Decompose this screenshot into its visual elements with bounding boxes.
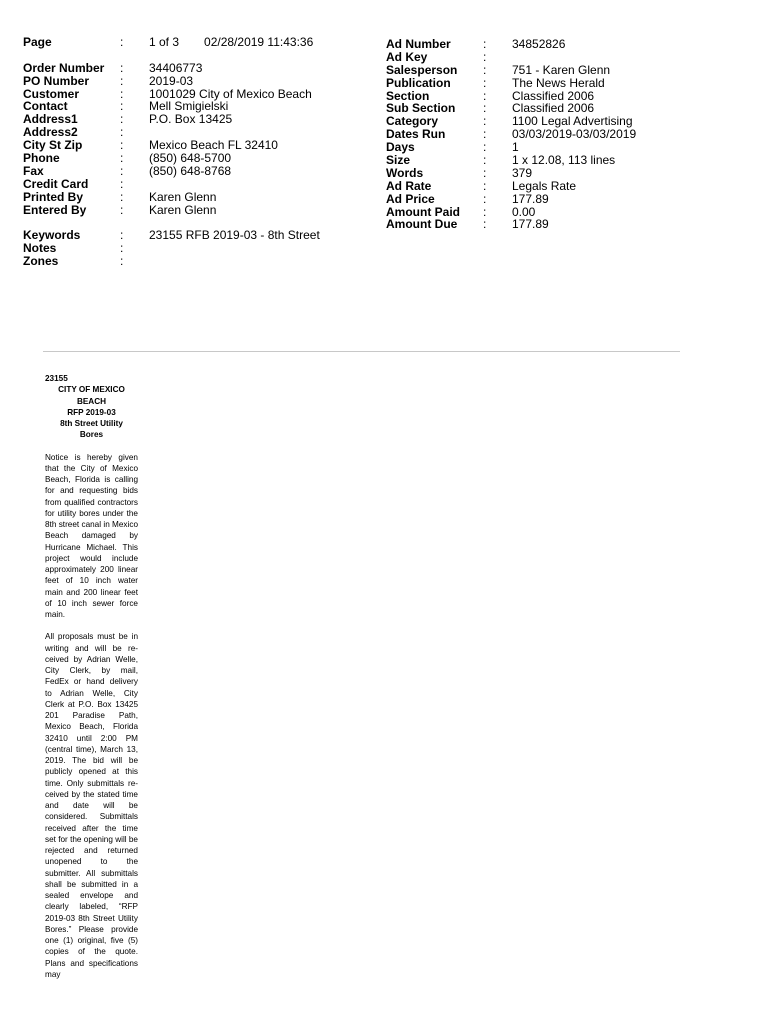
ad-key-label: Ad Key: [386, 49, 428, 64]
order-number-value: 34406773: [149, 60, 203, 75]
ad-rate-value: Legals Rate: [512, 178, 577, 193]
colon: :: [483, 140, 487, 155]
keywords-value: 23155 RFB 2019-03 - 8th Street: [149, 228, 320, 243]
ad-heading: [45, 373, 138, 441]
order-number-row: [23, 62, 320, 75]
colon: :: [483, 88, 487, 103]
ad-number-row: [386, 38, 636, 51]
ad-number-value: 34852826: [512, 37, 566, 51]
zones-row: [23, 255, 320, 268]
sub-section-label: Sub Section: [386, 101, 456, 116]
colon: :: [120, 86, 124, 101]
amount-due-row: [386, 218, 636, 231]
entered-by-value: Karen Glenn: [149, 202, 217, 217]
colon: :: [483, 75, 487, 90]
category-value: 1100 Legal Advertising: [512, 114, 633, 129]
customer-value: 1001029 City of Mexico Beach: [149, 86, 312, 101]
colon: :: [483, 49, 487, 64]
ad-title-line: 8th Street Utility: [60, 419, 123, 428]
keywords-label: Keywords: [23, 228, 81, 243]
amount-paid-value: 0.00: [512, 204, 536, 219]
printed-by-row: [23, 191, 320, 204]
address1-label: Address1: [23, 112, 78, 127]
ad-paragraph-proposals: All proposals must be in writing and will be received by Adrian Welle, City Clerk, by mail, FedEx or hand delivery to Adrian Welle, City Clerk at P.O. Box 13425 201 Paradise Path, Mexico Beach, Florida 32410 until 2:00 PM (central time), March 13, 2019. The bid will be publicly opened at this time. Only submittals received by the stated time and date will be considered. Submittals received after the time set for the opening will be rejected and returned unopened to the submitter. All submittals shall be submitted in a sealed envelope and clearly labeled, “RFP 2019-03 8th Street Utility Bores.” Please provide one (1) original, five (5) copies of the quote. Plans and specifications may: [45, 632, 138, 979]
colon: :: [483, 191, 487, 206]
publication-row: [386, 77, 636, 90]
colon: :: [483, 114, 487, 129]
ad-title-line: BEACH: [76, 396, 107, 406]
colon: :: [483, 165, 487, 180]
days-value: 1: [512, 140, 519, 155]
city-st-zip-label: City St Zip: [23, 138, 83, 153]
printed-by-value: Karen Glenn: [149, 189, 217, 204]
page-count: 1 of 3: [149, 35, 180, 49]
size-value: 1 x 12.08, 113 lines: [512, 153, 616, 168]
colon: :: [120, 73, 124, 88]
colon: :: [120, 163, 124, 178]
words-value: 379: [512, 165, 533, 180]
section-value: Classified 2006: [512, 88, 595, 103]
city-st-zip-value: Mexico Beach FL 32410: [149, 138, 278, 153]
fax-value: (850) 648-8768: [149, 163, 232, 178]
colon: :: [120, 99, 124, 114]
notes-row: [23, 242, 320, 255]
amount-due-label: Amount Due: [386, 217, 458, 232]
colon: :: [120, 60, 124, 75]
colon: :: [120, 202, 124, 217]
section-label: Section: [386, 88, 430, 103]
po-number-value: 2019-03: [149, 73, 194, 88]
ad-details-right: [386, 38, 636, 231]
dates-run-label: Dates Run: [386, 127, 446, 142]
credit-card-label: Credit Card: [23, 176, 89, 191]
address1-value: P.O. Box 13425: [149, 112, 233, 127]
phone-label: Phone: [23, 151, 60, 166]
colon: :: [120, 125, 124, 140]
entered-by-label: Entered By: [23, 202, 87, 217]
phone-row: [23, 152, 320, 165]
colon: :: [483, 178, 487, 193]
colon: :: [483, 62, 487, 77]
colon: :: [483, 204, 487, 219]
salesperson-label: Salesperson: [386, 62, 458, 77]
po-number-row: [23, 75, 320, 88]
po-number-label: PO Number: [23, 73, 90, 88]
colon: :: [483, 153, 487, 168]
ad-title-line: CITY OF MEXICO: [58, 385, 125, 395]
entered-by-row: [23, 204, 320, 217]
size-label: Size: [386, 153, 411, 168]
address2-label: Address2: [23, 125, 78, 140]
contact-value: Mell Smigielski: [149, 99, 229, 114]
ad-title-line: RFP 2019-03: [67, 407, 116, 417]
order-details-left: [23, 36, 320, 268]
salesperson-row: [386, 64, 636, 77]
ad-key-row: [386, 51, 636, 64]
ad-price-label: Ad Price: [386, 191, 435, 206]
zones-label: Zones: [23, 254, 59, 269]
ad-price-row: [386, 193, 636, 206]
colon: :: [120, 112, 124, 127]
dates-run-value: 03/03/2019-03/03/2019: [512, 127, 637, 142]
colon: :: [120, 35, 124, 49]
page-label: Page: [23, 35, 52, 49]
colon: :: [483, 127, 487, 142]
colon: :: [483, 101, 487, 116]
ad-number-label: Ad Number: [386, 37, 451, 51]
page-value: [149, 36, 313, 49]
amount-due-value: 177.89: [512, 217, 549, 232]
publication-value: The News Herald: [512, 75, 605, 90]
colon: :: [120, 241, 124, 256]
words-label: Words: [386, 165, 424, 180]
colon: :: [120, 176, 124, 191]
print-datetime: 02/28/2019 11:43:36: [204, 35, 314, 49]
section-divider: [43, 351, 680, 352]
category-label: Category: [386, 114, 439, 129]
sub-section-value: Classified 2006: [512, 101, 595, 116]
salesperson-value: 751 - Karen Glenn: [512, 62, 611, 77]
colon: :: [483, 217, 487, 232]
colon: :: [120, 228, 124, 243]
ad-reference-number: 23155: [45, 374, 68, 383]
page-row: [23, 36, 320, 49]
fax-label: Fax: [23, 163, 44, 178]
amount-paid-label: Amount Paid: [386, 204, 460, 219]
ad-title-line: Bores: [79, 430, 104, 440]
keywords-row: [23, 229, 320, 242]
customer-label: Customer: [23, 86, 80, 101]
ad-rate-row: [386, 180, 636, 193]
size-row: [386, 154, 636, 167]
days-label: Days: [386, 140, 415, 155]
contact-label: Contact: [23, 99, 68, 114]
printed-by-label: Printed By: [23, 189, 84, 204]
ad-paragraph-notice: Notice is hereby given that the City of Mexico Beach, Florida is calling for and requesting bids from qualified contractors for utility bores under the 8th street canal in Mexico Beach damaged by Hurricane Michael. This project would include approximately 200 linear feet of 10 inch water main and 200 linear feet of 10 inch sewer force main.: [45, 452, 138, 619]
legal-ad-copy: [45, 373, 138, 991]
credit-card-row: [23, 178, 320, 191]
publication-label: Publication: [386, 75, 451, 90]
fax-row: [23, 165, 320, 178]
colon: :: [483, 37, 487, 51]
colon: :: [120, 189, 124, 204]
words-row: [386, 167, 636, 180]
phone-value: (850) 648-5700: [149, 151, 232, 166]
order-number-label: Order Number: [23, 60, 105, 75]
notes-label: Notes: [23, 241, 57, 256]
colon: :: [120, 138, 124, 153]
colon: :: [120, 254, 124, 269]
colon: :: [120, 151, 124, 166]
ad-price-value: 177.89: [512, 191, 549, 206]
ad-rate-label: Ad Rate: [386, 178, 432, 193]
